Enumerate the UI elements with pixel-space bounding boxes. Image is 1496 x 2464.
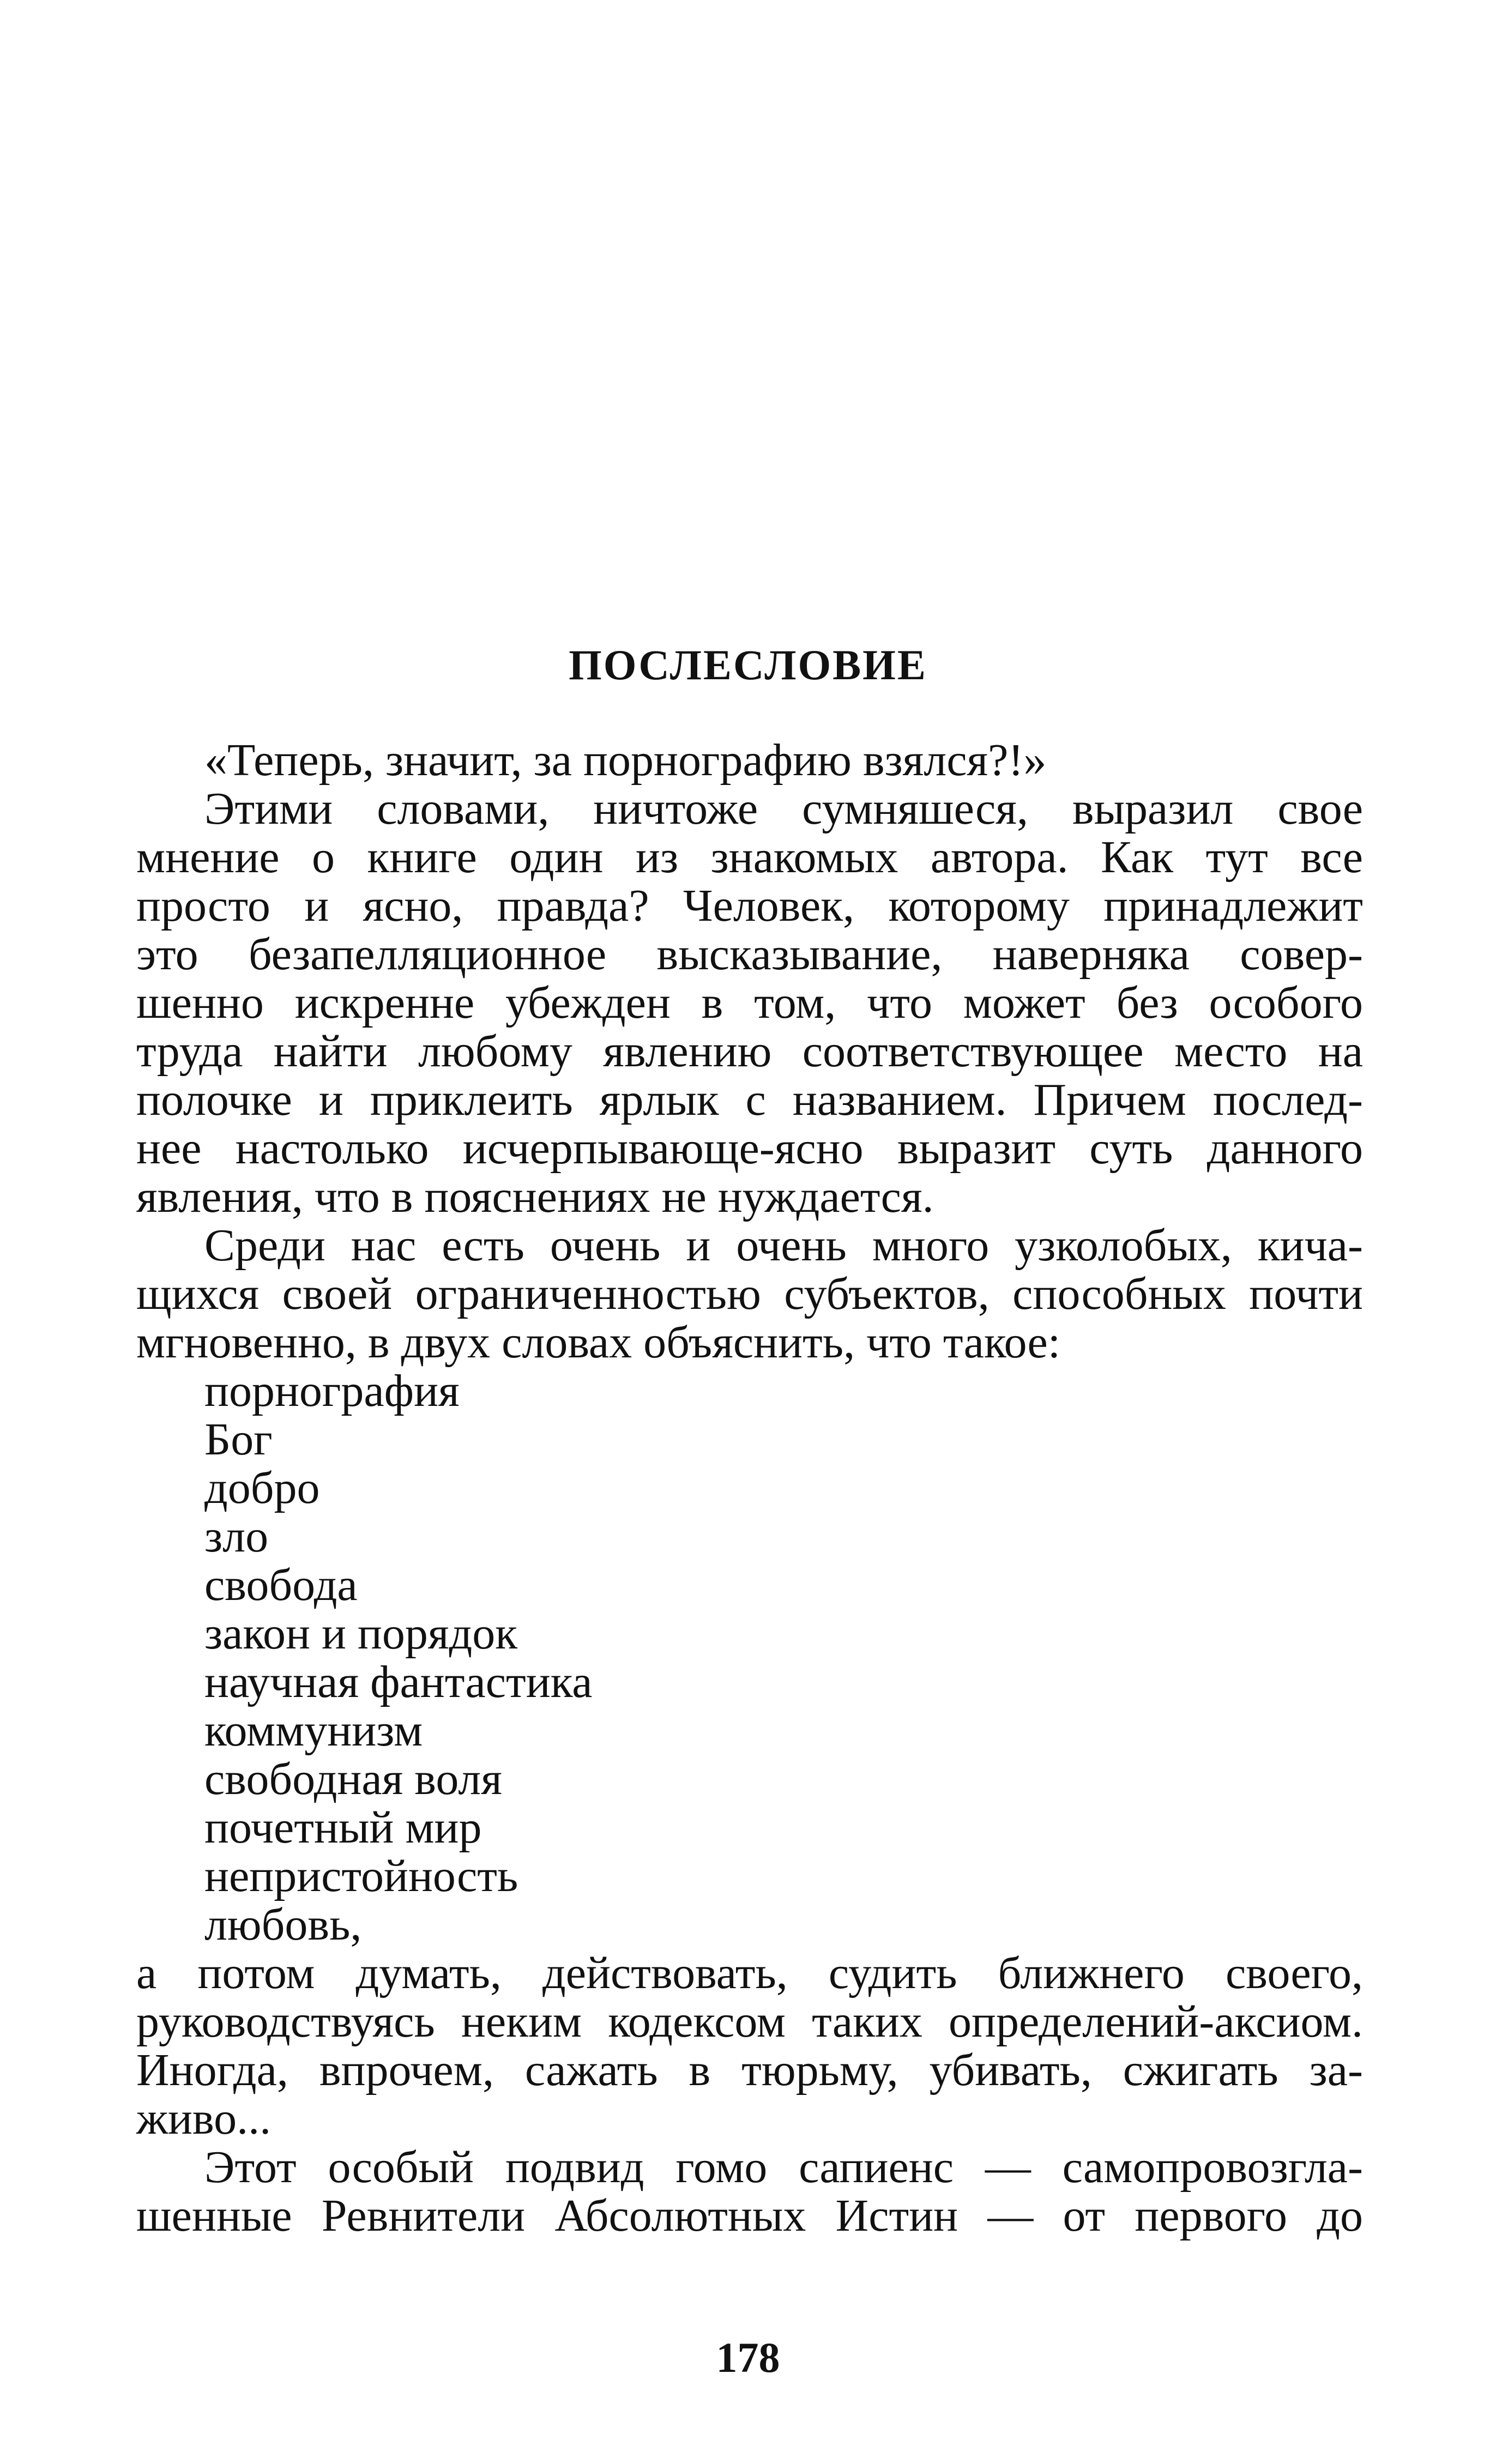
page-number: 178 bbox=[716, 2334, 780, 2381]
text-line: просто и ясно, правда? Человек, которому принадлежит bbox=[136, 880, 1363, 931]
text-line: щихся своей ограниченностью субъектов, способных почти bbox=[136, 1269, 1363, 1319]
text-line: Этот особый подвид гомо сапиенс — самопровозгла- bbox=[204, 2142, 1363, 2193]
text-line: шенно искренне убежден в том, что может без особого bbox=[136, 977, 1363, 1028]
list-item: свободная воля bbox=[204, 1754, 502, 1804]
list-item: зло bbox=[204, 1511, 269, 1562]
text-line: мгновенно, в двух словах объяснить, что такое: bbox=[136, 1317, 1061, 1368]
list-item: закон и порядок bbox=[204, 1608, 518, 1659]
text-line: руководствуясь неким кодексом таких определений-аксиом. bbox=[136, 1996, 1363, 2047]
list-item: коммунизм bbox=[204, 1705, 423, 1756]
chapter-title: ПОСЛЕСЛОВИЕ bbox=[569, 641, 927, 689]
body-text bbox=[136, 736, 1363, 2240]
list-item: Бог bbox=[204, 1414, 273, 1465]
text-line: полочке и приклеить ярлык с названием. Причем послед- bbox=[136, 1074, 1363, 1125]
text-line: труда найти любому явлению соответствующее место на bbox=[136, 1026, 1363, 1077]
list-item: любовь, bbox=[204, 1899, 362, 1950]
text-line: шенные Ревнители Абсолютных Истин — от первого до bbox=[136, 2190, 1363, 2241]
text-line: явления, что в пояснениях не нуждается. bbox=[136, 1171, 934, 1222]
text-line: мнение о книге один из знакомых автора. Как тут все bbox=[136, 832, 1363, 883]
text-line: это безапелляционное высказывание, наверняка совер- bbox=[136, 929, 1363, 980]
text-line: живо... bbox=[136, 2093, 272, 2144]
list-item: добро bbox=[204, 1463, 320, 1513]
text-line: Среди нас есть очень и очень много узколобых, кича- bbox=[204, 1220, 1363, 1271]
text-line: нее настолько исчерпывающе-ясно выразит суть данного bbox=[136, 1123, 1363, 1174]
text-line: «Теперь, значит, за порнографию взялся?!» bbox=[204, 735, 1047, 786]
list-item: порнография bbox=[204, 1366, 460, 1416]
text-line: а потом думать, действовать, судить ближнего своего, bbox=[136, 1948, 1363, 1998]
list-item: почетный мир bbox=[204, 1802, 482, 1853]
list-item: научная фантастика bbox=[204, 1657, 593, 1707]
text-line: Этими словами, ничтоже сумняшеся, выразил свое bbox=[204, 783, 1363, 834]
list-item: непристойность bbox=[204, 1851, 518, 1901]
text-line: Иногда, впрочем, сажать в тюрьму, убивать, сжигать за- bbox=[136, 2045, 1363, 2095]
list-item: свобода bbox=[204, 1560, 358, 1610]
